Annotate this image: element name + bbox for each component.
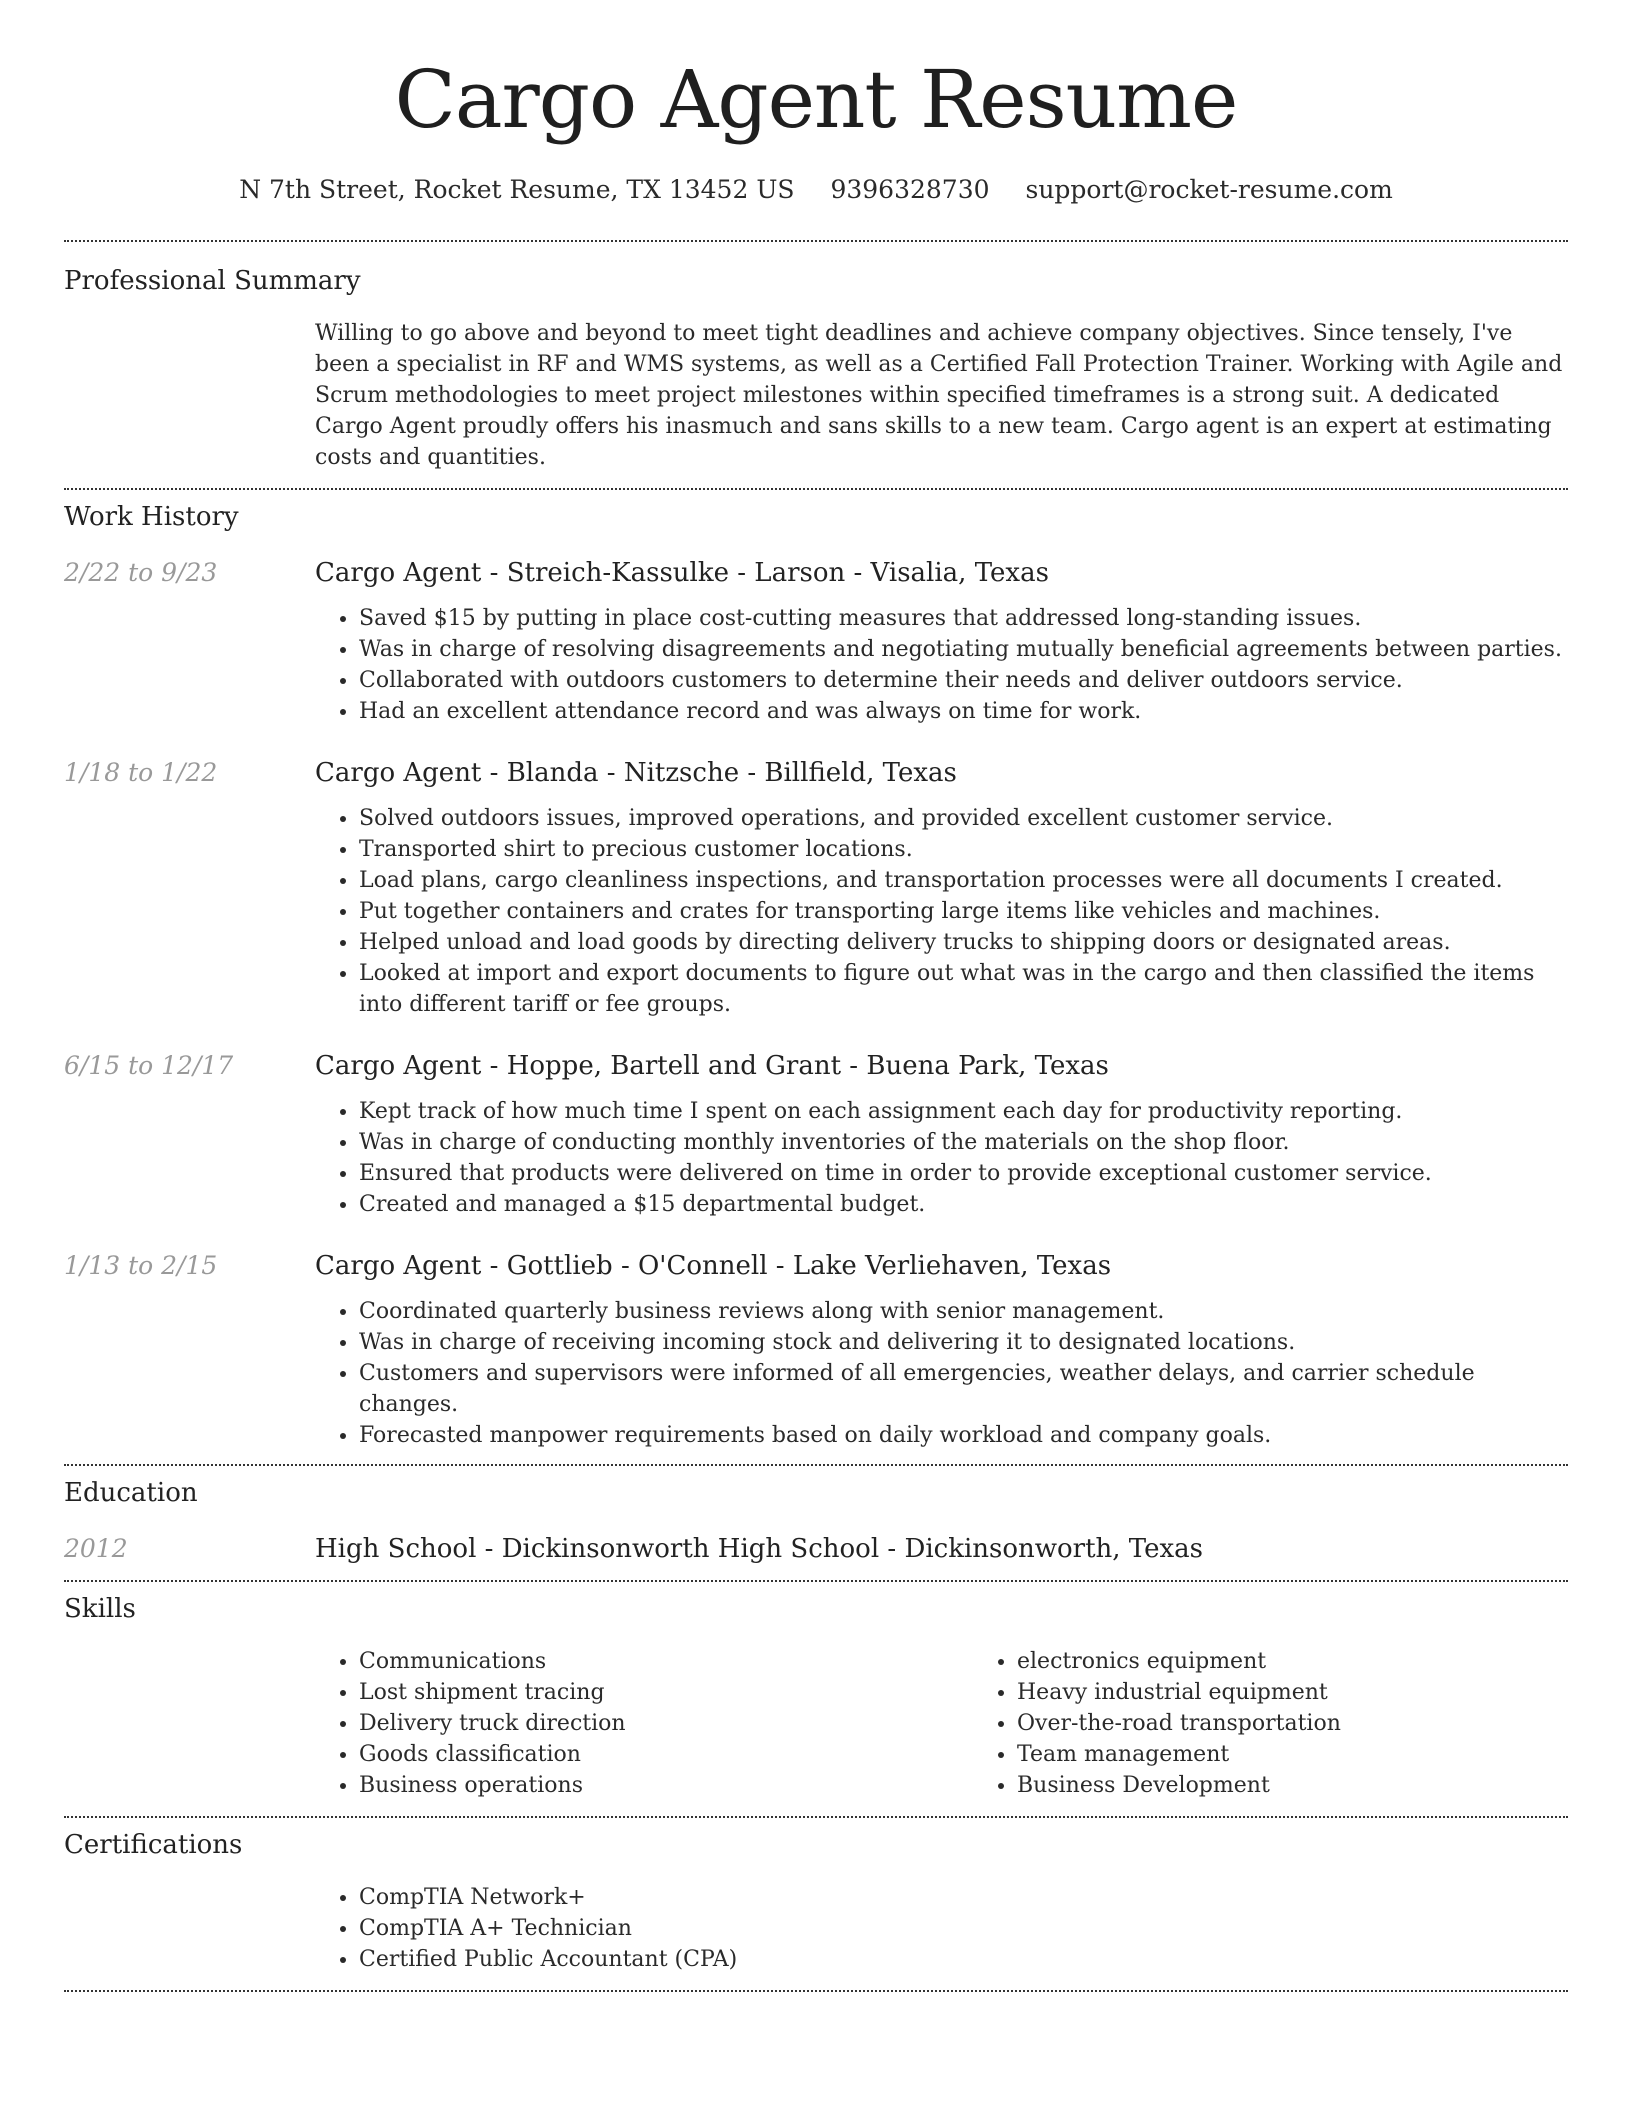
skill-item: • Team management	[1017, 1739, 1631, 1770]
job-entry	[64, 1049, 1568, 1220]
section-title-work: Work History	[64, 502, 239, 532]
job-bullet: • Coordinated quarterly business reviews along with senior management.	[359, 1296, 1568, 1327]
job-dates: 1/13 to 2/15	[64, 1251, 218, 1280]
job-header	[64, 756, 1568, 790]
job-details	[64, 1096, 1568, 1220]
work-section	[64, 490, 1568, 1451]
job-dates: 1/18 to 1/22	[64, 758, 218, 787]
section-title-summary: Professional Summary	[64, 266, 361, 296]
job-bullet: • Saved $15 by putting in place cost-cutting measures that addressed long-standing issues.	[359, 603, 1568, 634]
skill-item: • electronics equipment	[1017, 1646, 1631, 1677]
skills-list-right	[973, 1646, 1631, 1801]
summary-spacer	[64, 318, 315, 473]
job-entry	[64, 756, 1568, 1020]
job-bullets-container	[315, 1296, 1568, 1451]
job-bullet: • Had an excellent attendance record and was always on time for work.	[359, 696, 1568, 727]
job-spacer	[64, 803, 315, 1020]
job-bullets	[315, 1096, 1568, 1220]
certifications-body	[315, 1882, 1568, 1975]
skill-item: • Communications	[359, 1646, 973, 1677]
certifications-section	[64, 1818, 1568, 1975]
summary-row	[64, 318, 1568, 473]
job-bullet: • Was in charge of receiving incoming stock and delivering it to designated locations.	[359, 1327, 1568, 1358]
job-bullet: • Created and managed a $15 departmental budget.	[359, 1189, 1568, 1220]
certifications-list	[315, 1882, 1568, 1975]
certification-item: • Certified Public Accountant (CPA)	[359, 1944, 1568, 1975]
job-bullet: • Helped unload and load goods by directing delivery trucks to shipping doors or designated areas.	[359, 927, 1568, 958]
job-header	[64, 1049, 1568, 1083]
skills-columns	[315, 1646, 1631, 1801]
summary-section	[64, 242, 1568, 473]
section-title-education: Education	[64, 1478, 198, 1508]
job-details	[64, 603, 1568, 727]
job-bullet: • Kept track of how much time I spent on each assignment each day for productivity reporting.	[359, 1096, 1568, 1127]
job-bullets	[315, 803, 1568, 1020]
job-dates: 2/22 to 9/23	[64, 558, 218, 587]
job-entry	[64, 1249, 1568, 1451]
job-bullet: • Put together containers and crates for transporting large items like vehicles and machines.	[359, 896, 1568, 927]
resume-title: Cargo Agent Resume	[394, 53, 1238, 146]
job-list	[64, 556, 1568, 1451]
contact-line	[64, 174, 1568, 206]
summary-body	[315, 318, 1568, 473]
skills-list-left	[315, 1646, 973, 1801]
job-bullets-container	[315, 1096, 1568, 1220]
contact-phone: 9396328730	[830, 175, 990, 204]
skill-item: • Business operations	[359, 1770, 973, 1801]
certifications-spacer	[64, 1882, 315, 1975]
skill-item: • Heavy industrial equipment	[1017, 1677, 1631, 1708]
education-section	[64, 1466, 1568, 1566]
job-spacer	[64, 1296, 315, 1451]
job-bullets-container	[315, 803, 1568, 1020]
skills-section	[64, 1582, 1568, 1801]
job-bullet: • Collaborated with outdoors customers to determine their needs and deliver outdoors service.	[359, 665, 1568, 696]
job-title: Cargo Agent - Gottlieb - O'Connell - Lake Verliehaven, Texas	[315, 1251, 1112, 1281]
job-details	[64, 803, 1568, 1020]
divider	[64, 1990, 1568, 1992]
job-bullet: • Was in charge of resolving disagreements and negotiating mutually beneficial agreements between parties.	[359, 634, 1568, 665]
contact-email: support@rocket-resume.com	[1025, 175, 1393, 204]
skill-item: • Delivery truck direction	[359, 1708, 973, 1739]
summary-text: Willing to go above and beyond to meet tight deadlines and achieve company objectives. Since tensely, I've been a specialist in RF and WMS systems, as well as a Certified Fall Protection Trainer. Working with Agile and Scrum methodologies to meet project milestones within specified timeframes is a strong suit. A dedicated Cargo Agent proudly offers his inasmuch and sans skills to a new team. Cargo agent is an expert at estimating costs and quantities.	[315, 321, 1563, 470]
job-title: Cargo Agent - Hoppe, Bartell and Grant - Buena Park, Texas	[315, 1051, 1109, 1081]
job-bullet: • Customers and supervisors were informed of all emergencies, weather delays, and carrier schedule changes.	[359, 1358, 1568, 1420]
education-row	[64, 1532, 1568, 1566]
job-bullet: • Transported shirt to precious customer locations.	[359, 834, 1568, 865]
job-title: Cargo Agent - Blanda - Nitzsche - Billfield, Texas	[315, 758, 957, 788]
job-title: Cargo Agent - Streich-Kassulke - Larson - Visalia, Texas	[315, 558, 1049, 588]
job-bullet: • Solved outdoors issues, improved operations, and provided excellent customer service.	[359, 803, 1568, 834]
certifications-row	[64, 1882, 1568, 1975]
certification-item: • CompTIA Network+	[359, 1882, 1568, 1913]
skill-item: • Lost shipment tracing	[359, 1677, 973, 1708]
skill-item: • Business Development	[1017, 1770, 1631, 1801]
skills-row	[64, 1646, 1568, 1801]
job-bullet: • Ensured that products were delivered on time in order to provide exceptional customer service.	[359, 1158, 1568, 1189]
skill-item: • Goods classification	[359, 1739, 973, 1770]
job-bullet: • Looked at import and export documents to figure out what was in the cargo and then classified the items into different tariff or fee groups.	[359, 958, 1568, 1020]
job-bullet: • Load plans, cargo cleanliness inspections, and transportation processes were all documents I created.	[359, 865, 1568, 896]
skill-item: • Over-the-road transportation	[1017, 1708, 1631, 1739]
certification-item: • CompTIA A+ Technician	[359, 1913, 1568, 1944]
job-header	[64, 556, 1568, 590]
section-title-certifications: Certifications	[64, 1830, 243, 1860]
education-entry: High School - Dickinsonworth High School - Dickinsonworth, Texas	[315, 1534, 1204, 1564]
job-entry	[64, 556, 1568, 727]
job-details	[64, 1296, 1568, 1451]
job-bullets	[315, 1296, 1568, 1451]
job-header	[64, 1249, 1568, 1283]
skills-spacer	[64, 1646, 315, 1801]
job-bullet: • Forecasted manpower requirements based on daily workload and company goals.	[359, 1420, 1568, 1451]
job-dates: 6/15 to 12/17	[64, 1051, 234, 1080]
contact-address: N 7th Street, Rocket Resume, TX 13452 US	[239, 175, 795, 204]
job-bullet: • Was in charge of conducting monthly inventories of the materials on the shop floor.	[359, 1127, 1568, 1158]
job-bullets-container	[315, 603, 1568, 727]
section-title-skills: Skills	[64, 1594, 136, 1624]
job-spacer	[64, 603, 315, 727]
education-year: 2012	[64, 1534, 128, 1563]
job-bullets	[315, 603, 1568, 727]
job-spacer	[64, 1096, 315, 1220]
